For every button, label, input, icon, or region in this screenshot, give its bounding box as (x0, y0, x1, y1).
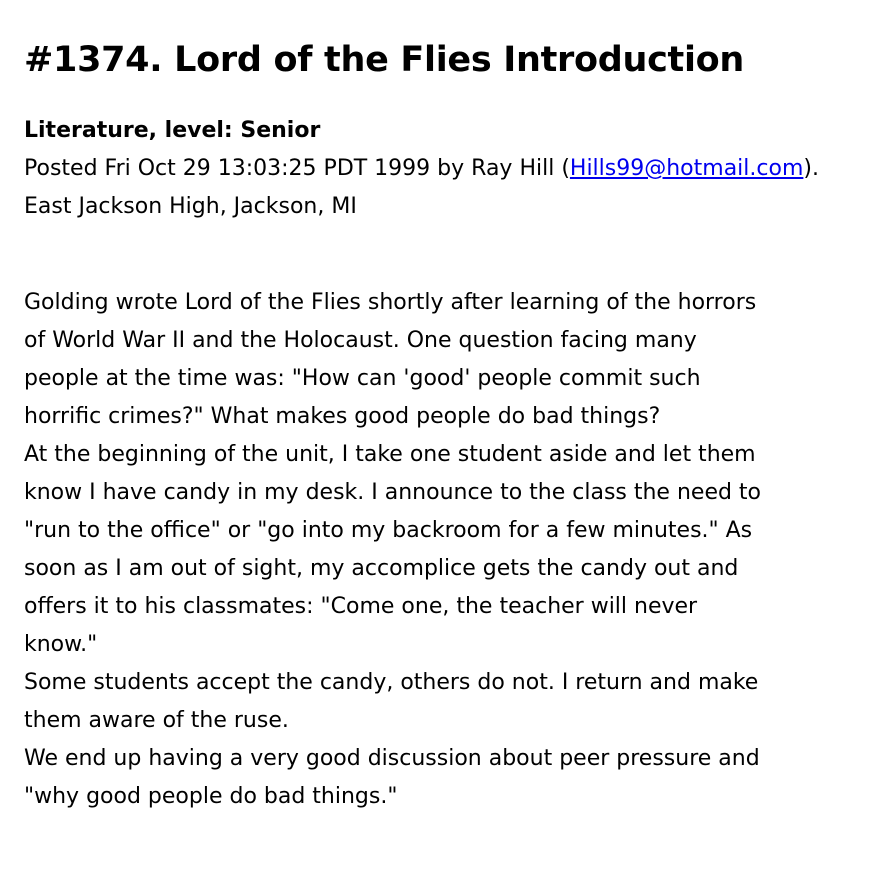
text-line: offers it to his classmates: "Come one, the teacher will never (24, 594, 698, 619)
text-line: soon as I am out of sight, my accomplice gets the candy out and (24, 556, 739, 581)
text-line: "why good people do bad things." (24, 784, 398, 809)
paragraph (24, 284, 892, 436)
page-title: #1374. Lord of the Flies Introduction (24, 40, 745, 80)
text-line: know." (24, 632, 98, 657)
text-line: We end up having a very good discussion about peer pressure and (24, 746, 760, 771)
posted-info (24, 150, 892, 188)
posted-suffix: ). (803, 156, 819, 181)
paragraph (24, 740, 892, 816)
text-line: horrific crimes?" What makes good people do bad things? (24, 404, 661, 429)
text-line: Golding wrote Lord of the Flies shortly after learning of the horrors (24, 290, 757, 315)
category-level: Literature, level: Senior (24, 118, 321, 143)
text-line: "run to the office" or "go into my backroom for a few minutes." As (24, 518, 753, 543)
author-email-link[interactable]: Hills99@hotmail.com (569, 156, 804, 181)
text-line: know I have candy in my desk. I announce to the class the need to (24, 480, 762, 505)
paragraph (24, 436, 892, 664)
text-line: Some students accept the candy, others do not. I return and make (24, 670, 759, 695)
text-line: them aware of the ruse. (24, 708, 289, 733)
text-line: of World War II and the Holocaust. One question facing many (24, 328, 697, 353)
text-line: At the beginning of the unit, I take one student aside and let them (24, 442, 756, 467)
text-line: people at the time was: "How can 'good' people commit such (24, 366, 701, 391)
school-info: East Jackson High, Jackson, MI (24, 194, 357, 219)
paragraph (24, 664, 892, 740)
posted-text: Posted Fri Oct 29 13:03:25 PDT 1999 by Ray Hill ( (24, 156, 570, 181)
article-body (24, 284, 892, 816)
